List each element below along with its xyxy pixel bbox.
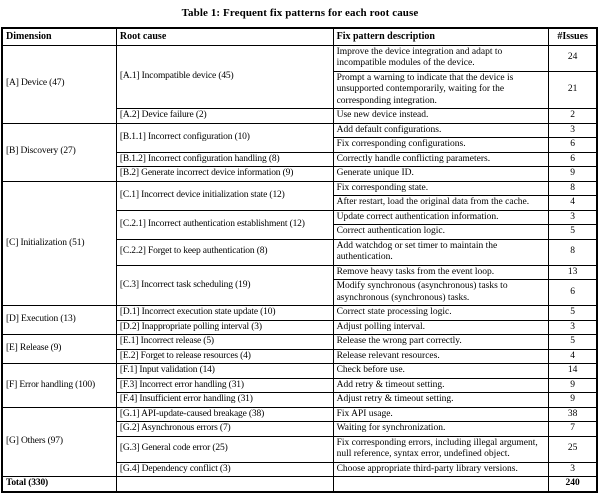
fix-description-cell: Fix corresponding configurations. — [333, 138, 549, 153]
fix-patterns-table — [1, 27, 598, 493]
table-row — [2, 181, 597, 196]
fix-description-cell: Correct authentication logic. — [333, 225, 549, 240]
table-body — [2, 45, 597, 492]
root-cause-cell: [G.3] General code error (25) — [116, 436, 333, 462]
issues-cell: 7 — [549, 422, 597, 437]
root-cause-cell: [A.1] Incompatible device (45) — [116, 45, 333, 109]
fix-description-cell: Use new device instead. — [333, 109, 549, 124]
issues-cell: 25 — [549, 436, 597, 462]
root-cause-cell: [F.3] Incorrect error handling (31) — [116, 378, 333, 393]
total-label-cell: Total (330) — [2, 477, 116, 492]
issues-cell: 13 — [549, 265, 597, 280]
header-row — [2, 28, 597, 45]
issues-cell: 21 — [549, 71, 597, 109]
issues-cell: 5 — [549, 306, 597, 321]
fix-description-cell: Fix corresponding state. — [333, 181, 549, 196]
root-cause-cell: [G.4] Dependency conflict (3) — [116, 462, 333, 477]
fix-description-cell: Modify synchronous (asynchronous) tasks to asynchronous (synchronous) tasks. — [333, 280, 549, 306]
fix-description-cell: Improve the device integration and adapt to incompatible modules of the device. — [333, 45, 549, 71]
dimension-cell: [D] Execution (13) — [2, 306, 116, 335]
table-row — [2, 407, 597, 422]
dimension-cell: [G] Others (97) — [2, 407, 116, 477]
root-cause-cell: [B.1.1] Incorrect configuration (10) — [116, 123, 333, 152]
table-row — [2, 306, 597, 321]
issues-cell: 24 — [549, 45, 597, 71]
col-header-issues: #Issues — [549, 28, 597, 45]
root-cause-cell: [D.1] Incorrect execution state update (10) — [116, 306, 333, 321]
issues-cell: 2 — [549, 109, 597, 124]
table-caption: Table 1: Frequent fix patterns for each root cause — [181, 7, 419, 19]
fix-description-cell: Prompt a warning to indicate that the device is unsupported contemporarily, waiting for the corresponding integration. — [333, 71, 549, 109]
fix-description-cell: Remove heavy tasks from the event loop. — [333, 265, 549, 280]
col-header-dimension: Dimension — [2, 28, 116, 45]
root-cause-cell: [G.1] API-update-caused breakage (38) — [116, 407, 333, 422]
fix-description-cell: Add watchdog or set timer to maintain the authentication. — [333, 239, 549, 265]
fix-description-cell: Release the wrong part correctly. — [333, 335, 549, 350]
col-header-root-cause: Root cause — [116, 28, 333, 45]
root-cause-cell: [B.1.2] Incorrect configuration handling (8) — [116, 152, 333, 167]
issues-cell: 3 — [549, 462, 597, 477]
root-cause-cell: [C.3] Incorrect task scheduling (19) — [116, 265, 333, 306]
total-issues-cell: 240 — [549, 477, 597, 492]
dimension-cell: [E] Release (9) — [2, 335, 116, 364]
issues-cell: 6 — [549, 280, 597, 306]
total-root-cause-cell — [116, 477, 333, 492]
issues-cell: 4 — [549, 349, 597, 364]
fix-description-cell: Fix API usage. — [333, 407, 549, 422]
dimension-cell: [C] Initialization (51) — [2, 181, 116, 306]
fix-description-cell: Generate unique ID. — [333, 167, 549, 182]
fix-description-cell: Correct state processing logic. — [333, 306, 549, 321]
total-fix-cell — [333, 477, 549, 492]
issues-cell: 3 — [549, 320, 597, 335]
fix-description-cell: Adjust retry & timeout setting. — [333, 393, 549, 408]
root-cause-cell: [C.2.1] Incorrect authentication establishment (12) — [116, 210, 333, 239]
fix-description-cell: Fix corresponding errors, including illegal argument, null reference, syntax error, undefined object. — [333, 436, 549, 462]
dimension-cell: [F] Error handling (100) — [2, 364, 116, 408]
issues-cell: 38 — [549, 407, 597, 422]
fix-description-cell: After restart, load the original data from the cache. — [333, 196, 549, 211]
issues-cell: 8 — [549, 181, 597, 196]
root-cause-cell: [D.2] Inappropriate polling interval (3) — [116, 320, 333, 335]
issues-cell: 5 — [549, 225, 597, 240]
issues-cell: 4 — [549, 196, 597, 211]
table-row — [2, 123, 597, 138]
fix-description-cell: Check before use. — [333, 364, 549, 379]
dimension-cell: [A] Device (47) — [2, 45, 116, 123]
table-row — [2, 364, 597, 379]
table-row — [2, 335, 597, 350]
total-row — [2, 477, 597, 492]
root-cause-cell: [A.2] Device failure (2) — [116, 109, 333, 124]
issues-cell: 9 — [549, 393, 597, 408]
root-cause-cell: [F.1] Input validation (14) — [116, 364, 333, 379]
fix-description-cell: Correctly handle conflicting parameters. — [333, 152, 549, 167]
issues-cell: 6 — [549, 138, 597, 153]
issues-cell: 9 — [549, 167, 597, 182]
issues-cell: 6 — [549, 152, 597, 167]
fix-description-cell: Adjust polling interval. — [333, 320, 549, 335]
issues-cell: 14 — [549, 364, 597, 379]
fix-description-cell: Waiting for synchronization. — [333, 422, 549, 437]
issues-cell: 8 — [549, 239, 597, 265]
table-row — [2, 45, 597, 71]
issues-cell: 5 — [549, 335, 597, 350]
fix-description-cell: Release relevant resources. — [333, 349, 549, 364]
dimension-cell: [B] Discovery (27) — [2, 123, 116, 181]
fix-description-cell: Add retry & timeout setting. — [333, 378, 549, 393]
fix-description-cell: Add default configurations. — [333, 123, 549, 138]
root-cause-cell: [E.1] Incorrect release (5) — [116, 335, 333, 350]
col-header-fix-pattern: Fix pattern description — [333, 28, 549, 45]
issues-cell: 9 — [549, 378, 597, 393]
issues-cell: 3 — [549, 210, 597, 225]
root-cause-cell: [E.2] Forget to release resources (4) — [116, 349, 333, 364]
issues-cell: 3 — [549, 123, 597, 138]
root-cause-cell: [G.2] Asynchronous errors (7) — [116, 422, 333, 437]
root-cause-cell: [C.1] Incorrect device initialization state (12) — [116, 181, 333, 210]
fix-description-cell: Update correct authentication information. — [333, 210, 549, 225]
fix-description-cell: Choose appropriate third-party library versions. — [333, 462, 549, 477]
root-cause-cell: [C.2.2] Forget to keep authentication (8) — [116, 239, 333, 265]
root-cause-cell: [B.2] Generate incorrect device information (9) — [116, 167, 333, 182]
root-cause-cell: [F.4] Insufficient error handling (31) — [116, 393, 333, 408]
